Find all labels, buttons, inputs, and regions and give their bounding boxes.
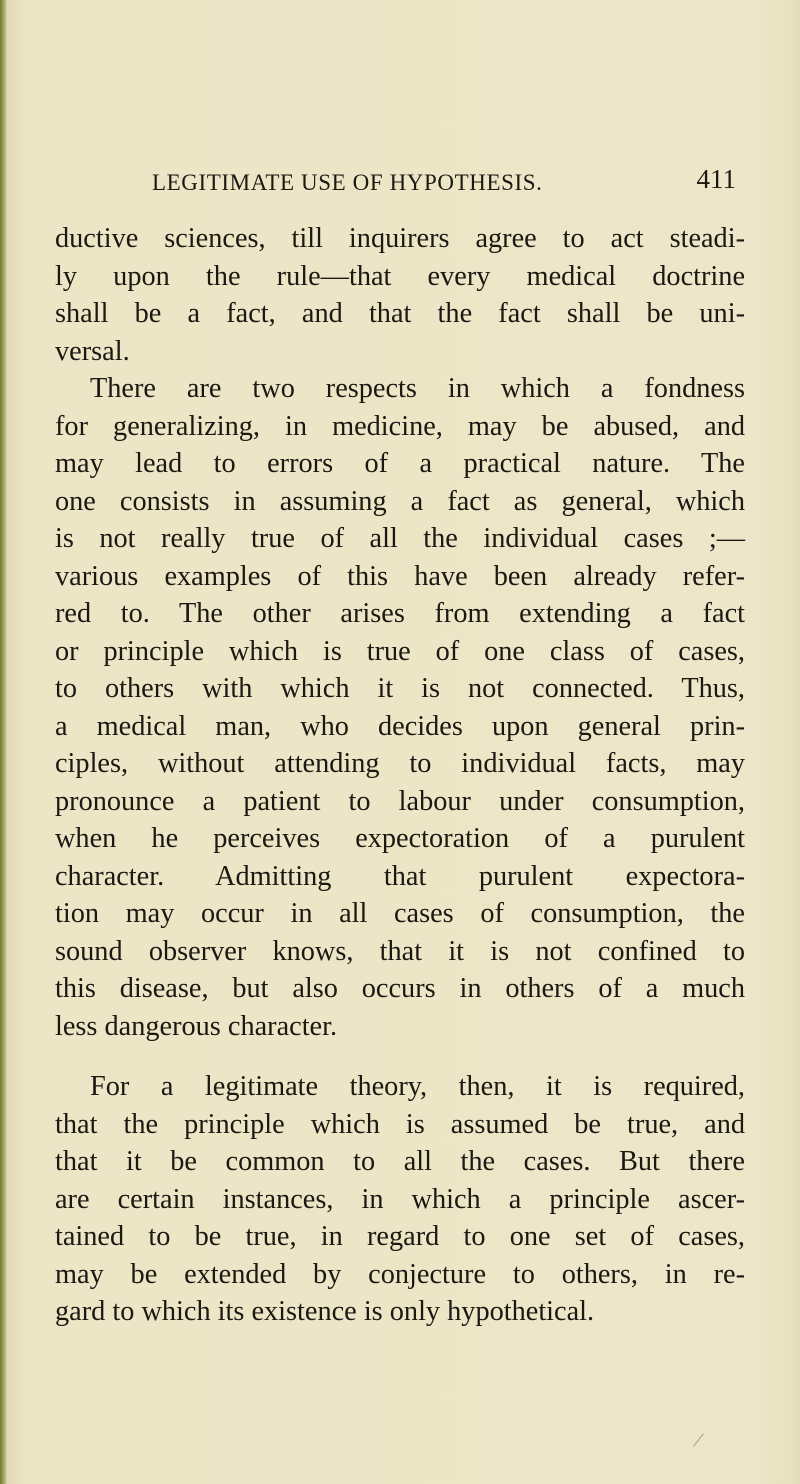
text-line: when he perceives expectoration of a purulent	[55, 823, 745, 854]
text-line: sound observer knows, that it is not confined to	[55, 935, 745, 967]
text-line: that it be common to all the cases. But there	[55, 1146, 745, 1177]
running-title: LEGITIMATE USE OF HYPOTHESIS.	[152, 170, 543, 195]
text-line: are certain instances, in which a principle ascer-	[55, 1183, 745, 1215]
text-line: various examples of this have been already refer-	[55, 560, 745, 592]
text-line: may lead to errors of a practical nature. The	[55, 448, 745, 479]
text-line: this disease, but also occurs in others of a much	[55, 973, 745, 1004]
page-binding-edge	[0, 0, 7, 1484]
margin-pencil-mark	[693, 1433, 704, 1446]
text-line: that the principle which is assumed be true, and	[55, 1108, 745, 1140]
text-line: ciples, without attending to individual facts, may	[55, 748, 745, 779]
text-line: gard to which its existence is only hypothetical.	[55, 1296, 595, 1327]
text-line: or principle which is true of one class of cases,	[55, 635, 745, 667]
text-line: for generalizing, in medicine, may be abused, and	[55, 410, 745, 442]
text-line: a medical man, who decides upon general prin-	[55, 710, 745, 742]
text-line: pronounce a patient to labour under consumption,	[55, 785, 745, 817]
text-line: For a legitimate theory, then, it is required,	[90, 1071, 745, 1102]
paragraph-2	[55, 370, 745, 1045]
text-line: one consists in assuming a fact as general, which	[55, 485, 745, 517]
text-line: to others with which it is not connected. Thus,	[55, 673, 745, 704]
text-line: There are two respects in which a fondness	[90, 373, 745, 404]
text-line: shall be a fact, and that the fact shall be uni-	[55, 298, 745, 329]
text-line: tion may occur in all cases of consumption, the	[55, 898, 745, 929]
text-line: less dangerous character.	[55, 1010, 338, 1042]
text-line: ly upon the rule—that every medical doctrine	[55, 260, 745, 292]
paragraph-3	[55, 1068, 745, 1331]
text-line: is not really true of all the individual cases ;—	[55, 523, 745, 554]
page-number: 411	[696, 164, 736, 194]
text-line: may be extended by conjecture to others, in re-	[55, 1258, 745, 1290]
text-line: red to. The other arises from extending a fact	[55, 598, 745, 629]
paragraph-1	[55, 220, 745, 370]
paragraph-gap	[55, 1045, 745, 1068]
running-header	[152, 166, 736, 200]
body-text	[55, 220, 745, 1331]
text-line: versal.	[55, 335, 130, 367]
text-line: tained to be true, in regard to one set of cases,	[55, 1221, 745, 1252]
text-line: character. Admitting that purulent expectora-	[55, 860, 745, 892]
text-line: ductive sciences, till inquirers agree to act steadi-	[55, 223, 745, 254]
